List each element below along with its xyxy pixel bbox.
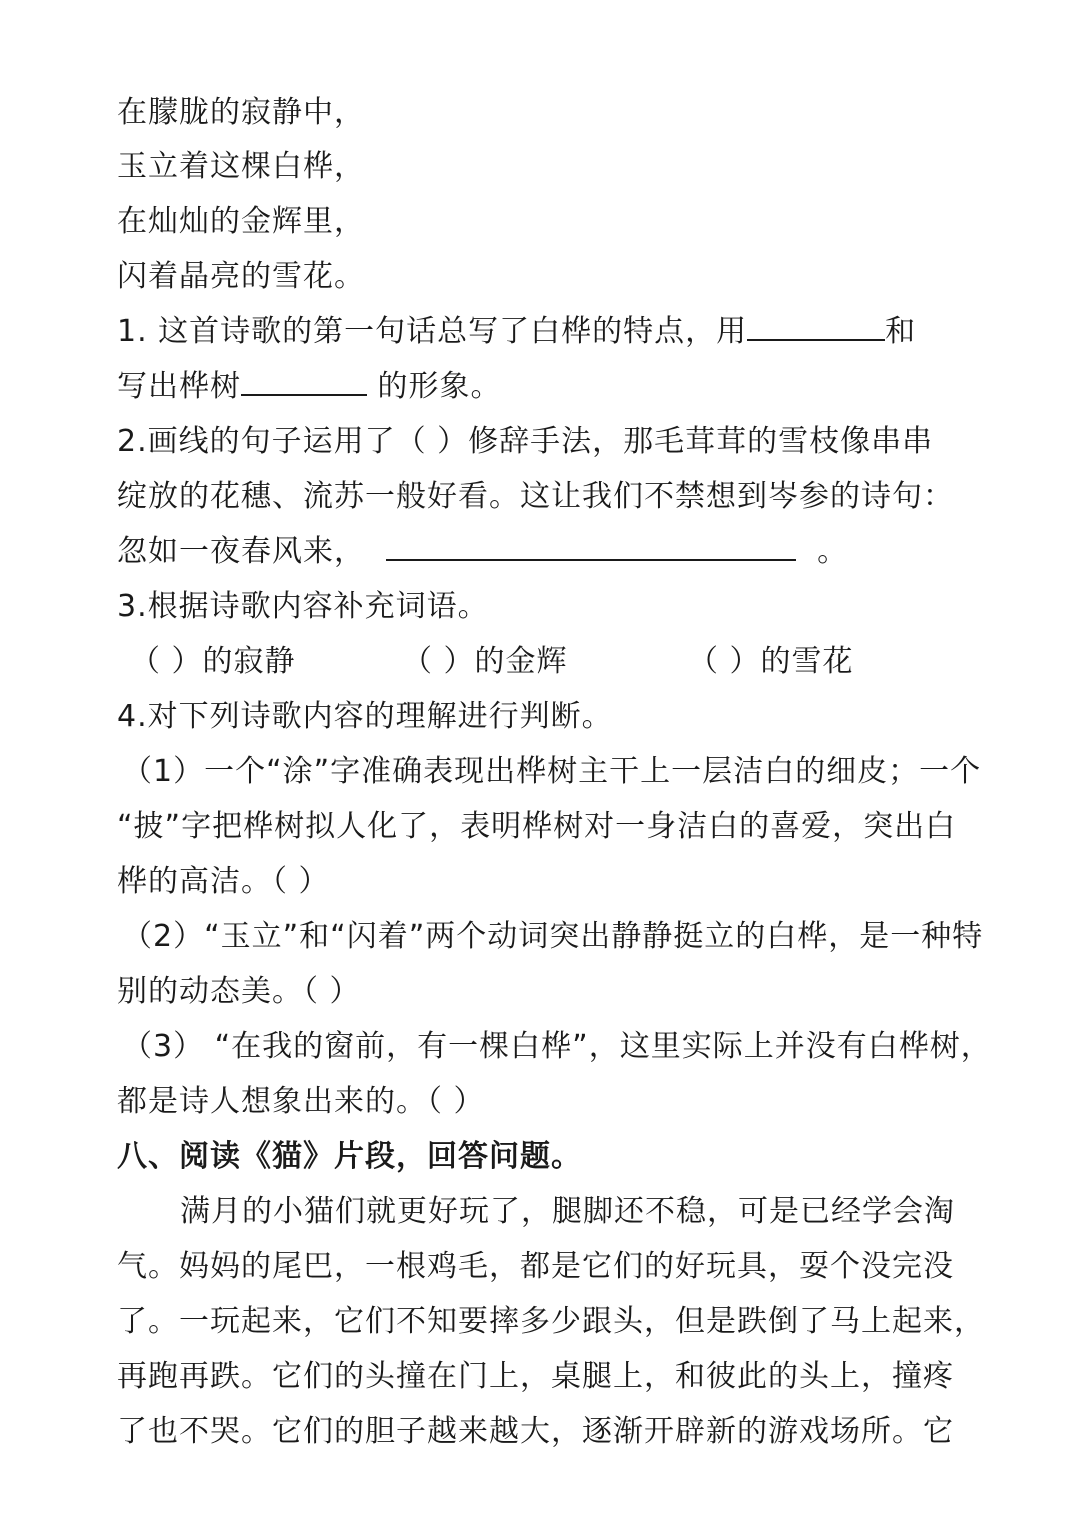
question-1-text-d: 的形象。 (377, 369, 502, 404)
question-3-item-2: （ ）的金辉 (402, 644, 568, 679)
section-8-heading: 八、阅读《猫》片段，回答问题。 (117, 1139, 582, 1174)
question-1-line-1 (117, 312, 916, 352)
question-1-text-b: 和 (885, 314, 917, 349)
passage-line-4: 再跑再跌。它们的头撞在门上，桌腿上，和彼此的头上，撞疼 (117, 1359, 954, 1394)
passage-line-2: 气。妈妈的尾巴，一根鸡毛，都是它们的好玩具，耍个没完没 (117, 1249, 954, 1284)
question-2-line-3 (117, 532, 848, 572)
answer-blank[interactable] (747, 315, 885, 341)
passage-line-5: 了也不哭。它们的胆子越来越大，逐渐开辟新的游戏场所。它 (117, 1414, 954, 1449)
passage-line-1: 满月的小猫们就更好玩了，腿脚还不稳，可是已经学会淘 (180, 1194, 955, 1229)
poem-line-3: 在灿灿的金辉里， (117, 204, 365, 239)
answer-blank[interactable] (241, 370, 367, 396)
question-4-statement-1-line-2: “披”字把桦树拟人化了，表明桦树对一身洁白的喜爱，突出白 (117, 809, 957, 844)
question-4-statement-2-line-1: （2）“玉立”和“闪着”两个动词突出静静挺立的白桦，是一种特 (122, 919, 984, 954)
question-4-statement-1-line-3: 桦的高洁。（ ） (117, 864, 330, 899)
poem-line-1: 在朦胧的寂静中， (117, 95, 365, 130)
question-4-title: 4.对下列诗歌内容的理解进行判断。 (117, 699, 613, 734)
question-1-text-a: 1. 这首诗歌的第一句话总写了白桦的特点，用 (117, 314, 748, 349)
question-4-statement-3-line-2: 都是诗人想象出来的。（ ） (117, 1084, 485, 1119)
question-1-text-c: 写出桦树 (117, 369, 241, 404)
question-4-statement-1-line-1: （1）一个“涂”字准确表现出桦树主干上一层洁白的细皮；一个 (122, 754, 982, 789)
poem-line-2: 玉立着这棵白桦， (117, 149, 365, 184)
question-2-text-a: 忽如一夜春风来， (117, 534, 365, 569)
question-1-line-2 (117, 367, 502, 407)
question-2-line-1: 2.画线的句子运用了（ ）修辞手法，那毛茸茸的雪枝像串串 (117, 424, 934, 459)
answer-blank[interactable] (386, 535, 796, 561)
passage-line-3: 了。一玩起来，它们不知要摔多少跟头，但是跌倒了马上起来， (117, 1304, 985, 1339)
question-4-statement-2-line-2: 别的动态美。（ ） (117, 974, 361, 1009)
question-3-title: 3.根据诗歌内容补充词语。 (117, 589, 489, 624)
question-3-item-3: （ ）的雪花 (688, 644, 854, 679)
poem-line-4: 闪着晶亮的雪花。 (117, 259, 365, 294)
question-4-statement-3-line-1: （3） “在我的窗前，有一棵白桦”，这里实际上并没有白桦树， (122, 1029, 992, 1064)
question-2-line-2: 绽放的花穗、流苏一般好看。这让我们不禁想到岑参的诗句： (117, 479, 954, 514)
question-2-text-b: 。 (817, 534, 849, 569)
question-3-item-1: （ ）的寂静 (130, 644, 296, 679)
